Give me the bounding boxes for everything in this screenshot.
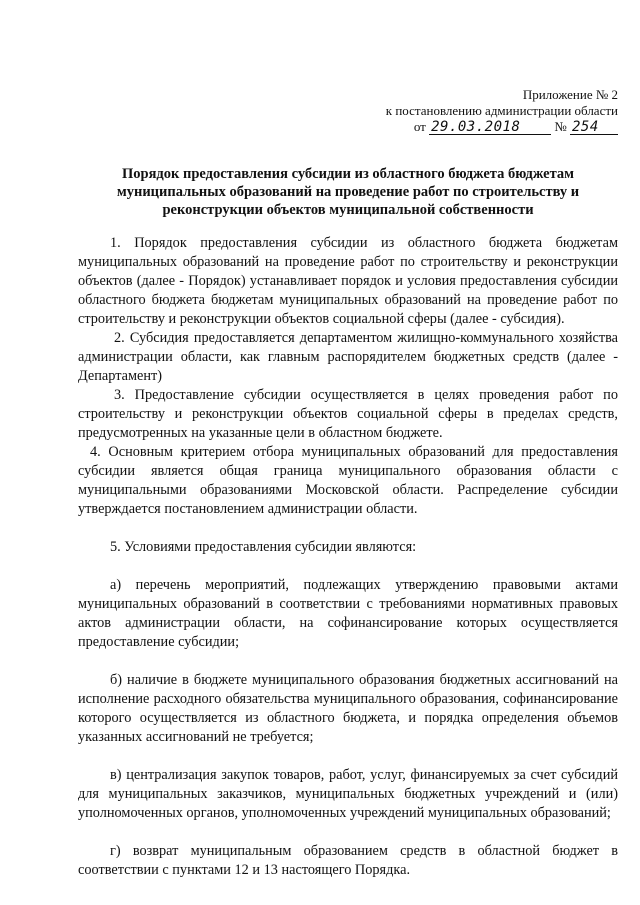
spacer [78,823,618,842]
spacer [78,652,618,671]
date-prefix: от [413,119,426,134]
number-prefix: № [554,119,567,134]
appendix-header [360,87,618,135]
paragraph-3: 3. Предоставление субсидии осуществляется в целях проведения работ по строительству и реконструкции объектов социальной сферы в пределах средств, предусмотренных на указанные цели в областном бюджете. [78,387,618,441]
spacer [78,557,618,576]
condition-d: г) возврат муниципальным образованием средств в областной бюджет в соответствии с пунктами 12 и 13 настоящего Порядка. [78,843,618,878]
resolution-date-line [360,119,618,135]
condition-b: б) наличие в бюджете муниципального образования бюджетных ассигнований на исполнение расходного обязательства муниципального образования, софинансирование которого осуществляется из областного бюджета, и порядка определения объемов указанных ассигнований не требуется; [78,672,618,745]
paragraph-5: 5. Условиями предоставления субсидии являются: [110,539,417,555]
appendix-label: Приложение № 2 [522,87,618,102]
document-body [78,234,618,880]
spacer [78,747,618,766]
resolution-label: к постановлению администрации области [385,103,618,118]
condition-a: а) перечень мероприятий, подлежащих утверждению правовыми актами муниципальных образований в соответствии с требованиями нормативных правовых актов администрации области, на софинансирование которых осуществляется предоставление субсидии; [78,577,618,650]
paragraph-4: 4. Основным критерием отбора муниципальных образований для предоставления субсидии является общая граница муниципального образования области с муниципальными образованиями Московской области. Распределение субсидии утверждается постановлением администрации области. [78,444,618,517]
spacer [78,519,618,538]
paragraph-2: 2. Субсидия предоставляется департаментом жилищно-коммунального хозяйства администрации области, как главным распорядителем бюджетных средств (далее - Департамент) [78,330,618,384]
condition-c: в) централизация закупок товаров, работ, услуг, финансируемых за счет субсидий для муниципальных заказчиков, муниципальных бюджетных учреждений и (или) уполномоченных органов, уполномоченных учреждений муниципальных образований; [78,767,618,821]
handwritten-number: 254 [570,120,618,135]
handwritten-date: 29.03.2018 [429,120,551,135]
document-title: Порядок предоставления субсидии из областного бюджета бюджетам муниципальных образований на проведение работ по строительству и реконструкции объектов муниципальной собственности [116,166,580,218]
paragraph-1: 1. Порядок предоставления субсидии из областного бюджета бюджетам муниципальных образований на проведение работ по строительству и реконструкции объектов (далее - Порядок) устанавливает порядок и условия предоставления субсидии областного бюджета бюджетам муниципальных образований на проведение работ по строительству и реконструкции объектов социальной сферы (далее - субсидия). [78,235,618,327]
